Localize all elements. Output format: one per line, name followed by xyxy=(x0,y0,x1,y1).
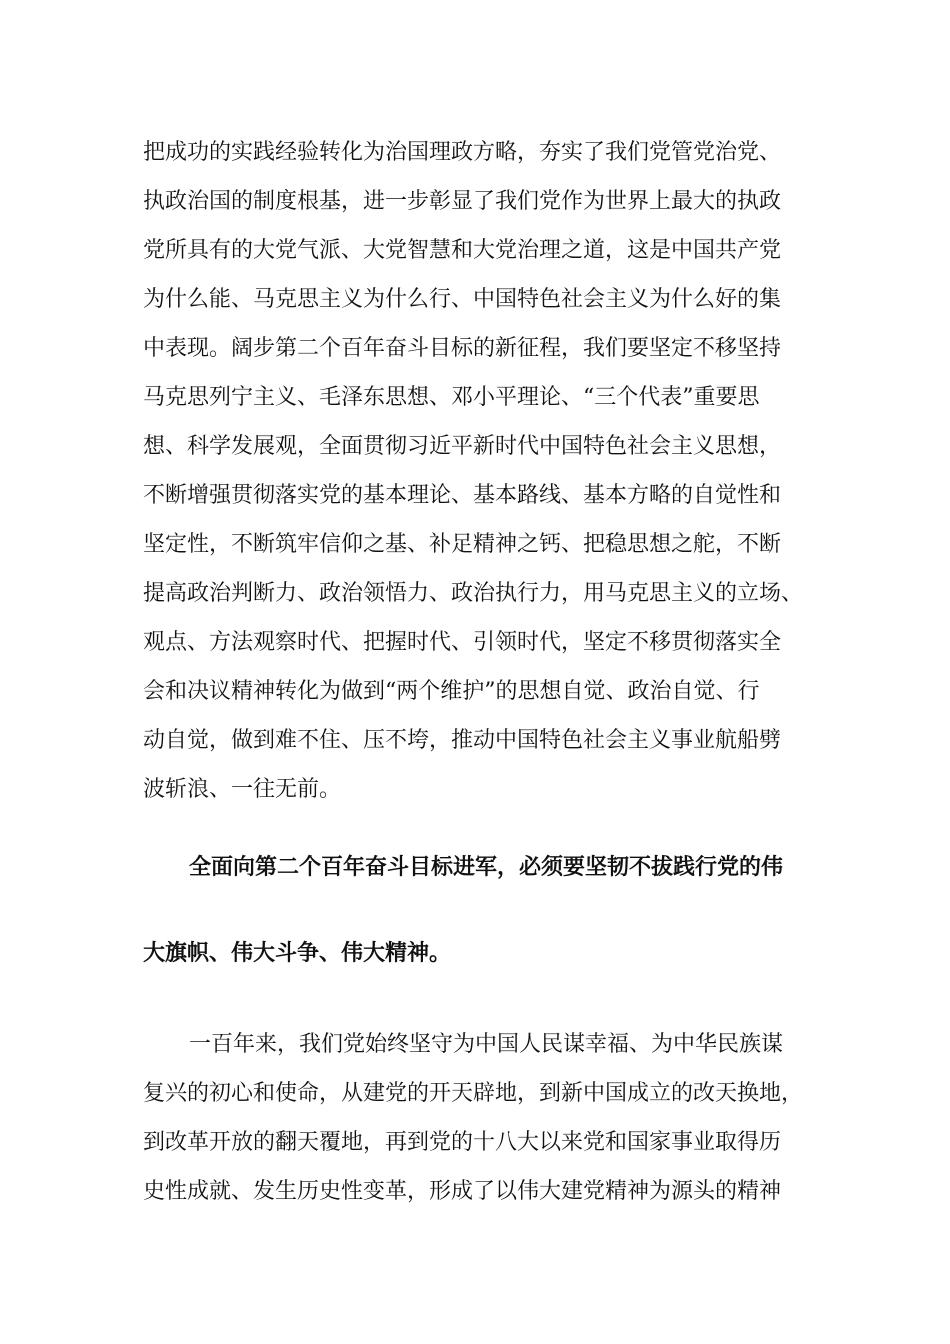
paragraph-line: 想、科学发展观，全面贯彻习近平新时代中国特色社会主义思想， xyxy=(143,434,782,459)
paragraph-line: 史性成就、发生历史性变革，形成了以伟大建党精神为源头的精神 xyxy=(143,1179,782,1204)
paragraph-line: 观点、方法观察时代、把握时代、引领时代，坚定不移贯彻落实全 xyxy=(143,630,782,655)
paragraph-line: 动自觉，做到难不住、压不垮，推动中国特色社会主义事业航船劈 xyxy=(143,728,782,753)
heading-line: 全面向第二个百年奋斗目标进军，必须要坚韧不拔践行党的伟 xyxy=(189,855,784,880)
paragraph-line: 复兴的初心和使命，从建党的开天辟地，到新中国成立的改天换地， xyxy=(143,1081,804,1106)
paragraph-line: 不断增强贯彻落实党的基本理论、基本路线、基本方略的自觉性和 xyxy=(143,483,782,508)
paragraph-line: 提高政治判断力、政治领悟力、政治执行力，用马克思主义的立场、 xyxy=(143,581,804,606)
paragraph-line: 一百年来，我们党始终坚守为中国人民谋幸福、为中华民族谋 xyxy=(189,1032,784,1057)
paragraph-line: 中表现。阔步第二个百年奋斗目标的新征程，我们要坚定不移坚持 xyxy=(143,336,782,361)
paragraph-line: 到改革开放的翻天覆地，再到党的十八大以来党和国家事业取得历 xyxy=(143,1130,782,1155)
paragraph-line: 波斩浪、一往无前。 xyxy=(143,777,342,802)
paragraph-line: 党所具有的大党气派、大党智慧和大党治理之道，这是中国共产党 xyxy=(143,238,782,263)
heading-line: 大旗帜、伟大斗争、伟大精神。 xyxy=(143,941,452,966)
paragraph-line: 执政治国的制度根基，进一步彰显了我们党作为世界上最大的执政 xyxy=(143,189,782,214)
paragraph-line: 为什么能、马克思主义为什么行、中国特色社会主义为什么好的集 xyxy=(143,287,782,312)
paragraph-line: 马克思列宁主义、毛泽东思想、邓小平理论、“三个代表”重要思 xyxy=(143,385,760,410)
paragraph-line: 坚定性，不断筑牢信仰之基、补足精神之钙、把稳思想之舵，不断 xyxy=(143,532,782,557)
paragraph-line: 把成功的实践经验转化为治国理政方略，夯实了我们党管党治党、 xyxy=(143,140,782,165)
paragraph-line: 会和决议精神转化为做到“两个维护”的思想自觉、政治自觉、行 xyxy=(143,679,760,704)
